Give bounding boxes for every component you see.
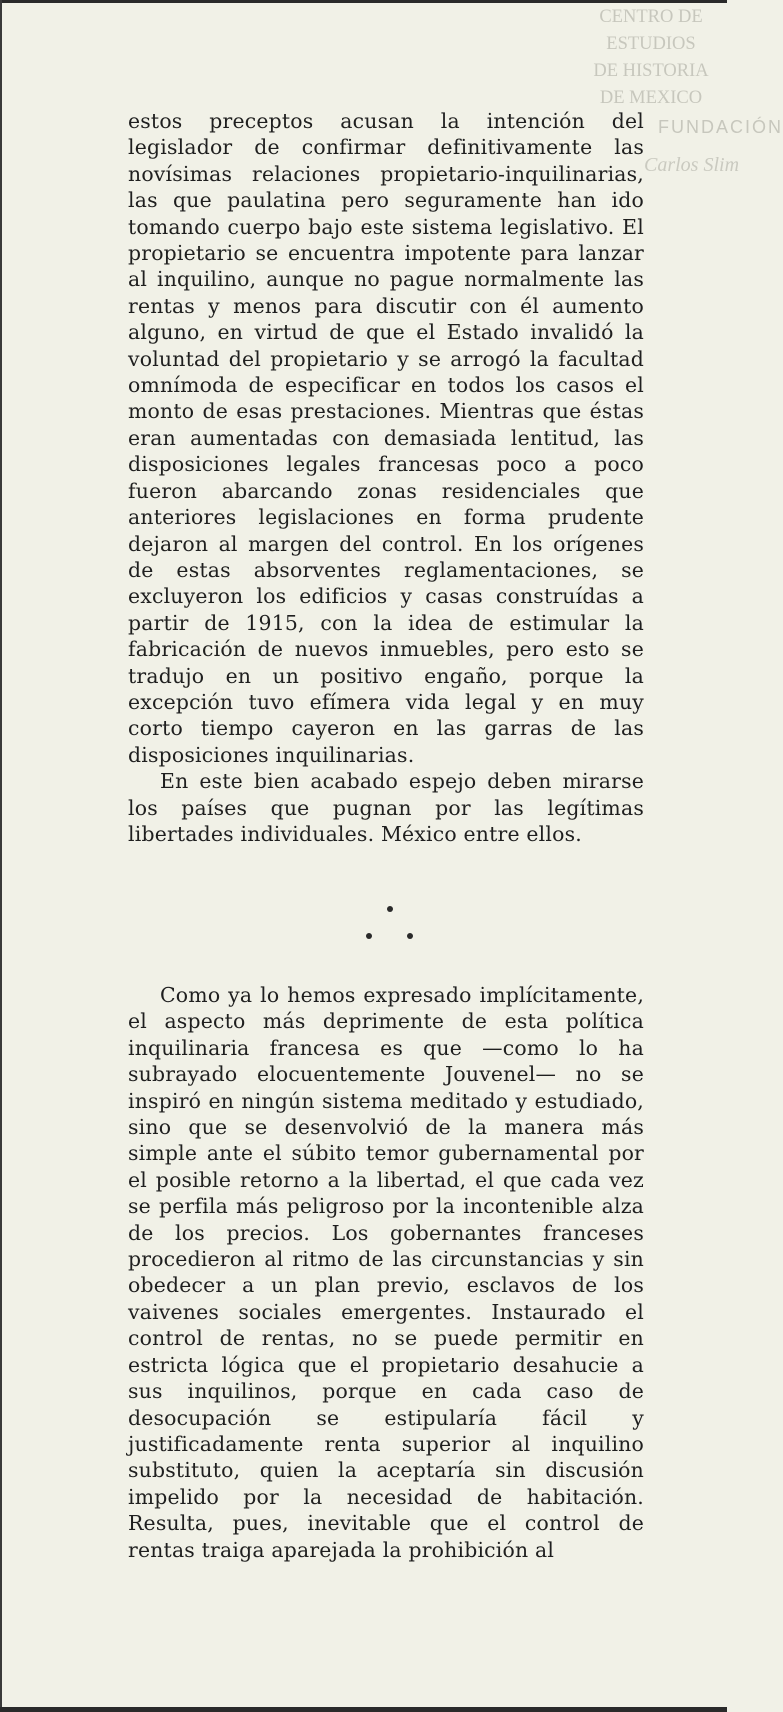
asterisk-dot (387, 906, 393, 912)
paragraph: Como ya lo hemos expresado implícitamente, el aspecto más deprimente de esta política inquilinaria francesa es que —como lo ha subrayado elocuentemente Jouvenel— no se inspiró en ningún sistema meditado y estudiado, sino que se desenvolvió de la manera más simple ante el súbito temor gubernamental por el posible retorno a la libertad, el que cada vez se perfila más peligroso por la incontenible alza de los precios. Los gobernantes franceses procedieron al ritmo de las circunstancias y sin obedecer a un plan previo, esclavos de los vaivenes sociales emergentes. Instaurado el control de rentas, no se puede permitir en estricta lógica que el propietario desahucie a sus inquilinos, porque en cada caso de desocupación se estipularía fácil y justificadamente renta superior al inquilino substituto, quien la aceptaría sin discusión impelido por la necesidad de habitación. Resulta, pues, inevitable que el control de rentas traiga aparejada la prohibición al (128, 983, 644, 1562)
watermark-signature: Carlos Slim (644, 154, 740, 176)
body-text-upper (128, 108, 644, 847)
watermark-line-1: CENTRO DE (599, 7, 703, 27)
archive-watermark (578, 4, 783, 176)
asterisk-dot (366, 933, 372, 939)
watermark-line-4: DE MEXICO (599, 88, 703, 108)
scan-bottom-border (0, 1707, 727, 1712)
paragraph: En este bien acabado espejo deben mirarse los países que pugnan por las legítimas libertades individuales. México entre ellos. (128, 769, 644, 846)
paragraph-continued: estos preceptos acusan la intención del legislador de confirmar definitivamente las novísimas relaciones propietario-inquilinarias, las que paulatina pero seguramente han ido tomando cuerpo bajo este sistema legislativo. El propietario se encuentra impotente para lanzar al inquilino, aunque no pague normalmente las rentas y menos para discutir con él aumento alguno, en virtud de que el Estado invalidó la voluntad del propietario y se arrogó la facultad omnímoda de especificar en todos los casos el monto de esas prestaciones. Mientras que éstas eran aumentadas con demasiada lentitud, las disposiciones legales francesas poco a poco fueron abarcando zonas residenciales que anteriores legislaciones en forma prudente dejaron al margen del control. En los orígenes de estas absorventes reglamentaciones, se excluyeron los edificios y casas construídas a partir de 1915, con la idea de estimular la fabricación de nuevos inmuebles, pero esto se tradujo en un positivo engaño, porque la excepción tuvo efímera vida legal y en muy corto tiempo cayeron en las garras de las disposiciones inquilinarias. (128, 109, 644, 767)
scan-left-edge (0, 0, 2, 1712)
asterisk-dot (407, 933, 413, 939)
watermark-line-2: ESTUDIOS (606, 34, 696, 54)
watermark-line-3: DE HISTORIA (593, 61, 709, 81)
scan-top-border (0, 0, 727, 3)
section-break-asterisks (360, 900, 420, 948)
watermark-foundation: FUNDACIÓN (658, 117, 783, 137)
body-text-lower (128, 982, 644, 1563)
